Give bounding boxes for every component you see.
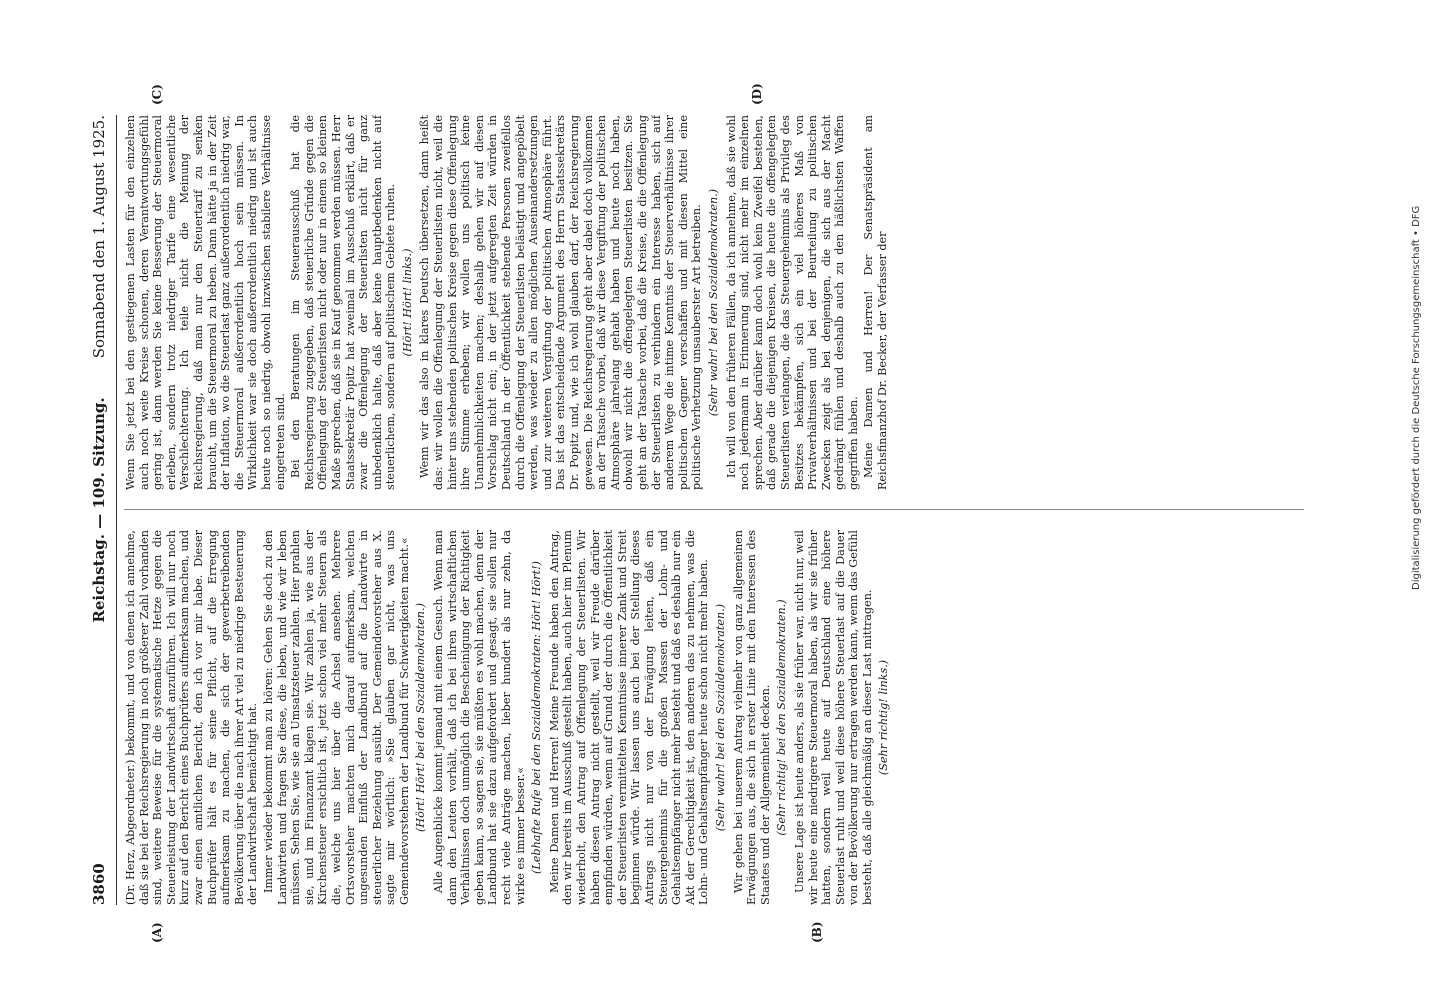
margin-mark-a: (A) [150, 922, 164, 943]
stamp-text: Digitalisierung gefördert durch die Deutsche Forschungsgemeinschaft • DFG [1411, 205, 1422, 590]
paragraph: Wenn Sie jetzt bei den gestiegenen Lasten für den einzelnen auch noch weite Kreise schonen, deren Verantwortungsgefühl gering ist, dann werden Sie keine Besserung der Steuermoral erleben, sondern trotz niedriger Tarife eine wesentliche Verschlechterung. Ich teile nicht die Meinung der Reichsregierung, daß man nur den Steuertarif zu senken braucht, um die Steuermoral zu heben. Dann hätte ja in der Zeit der Inflation, wo die Steuerlast ganz außerordentlich niedrig war, die Steuermoral außerordentlich hoch sein müssen. In Wirklichkeit war sie doch außerordentlich niedrig und ist auch heute noch so niedrig, obwohl inzwischen stabilere Verhältnisse eingetreten sind. [124, 115, 287, 490]
interjection: (Lebhafte Rufe bei den Sozialdemokraten: Hört! Hört!) [530, 561, 544, 874]
paragraph: Meine Damen und Herren! Der Senatspräsident am Reichsfinanzhof Dr. Becker, der Verfasser der [862, 115, 890, 490]
margin-mark-c: (C) [150, 84, 164, 105]
interjection: (Sehr richtig! bei den Sozialdemokraten.) [775, 599, 789, 836]
left-column [124, 530, 1304, 905]
interjection: (Sehr wahr! bei den Sozialdemokraten.) [706, 188, 720, 417]
page-number: 3860 [90, 863, 108, 905]
paragraph: Meine Damen und Herren! Meine Freunde haben den Antrag, den wir bereits im Ausschuß gestellt haben, auch hier im Plenum wiederholt, den Antrag auf Offenlegung der Steuerlisten. Wir haben diesen Antrag nicht gestellt, weil wir Freude darüber empfinden würden, wenn auf Grund der durch die Öffentlichkeit der Steuerlisten vermittelten Kenntnisse innerer Zank und Streit beginnen würde. Wir lassen uns auch bei der Stellung dieses Antrags nicht nur von der Erwägung leiten, daß ein Steuergeheimnis für die großen Massen der Lohn- und Gehaltsempfänger nicht mehr besteht und daß es deshalb nur ein Akt der Gerechtigkeit ist, den anderen das zu nehmen, was die Lohn- und Gehaltsempfänger heute schon nicht mehr haben. [547, 530, 711, 905]
paragraph: Bei den Beratungen im Steuerausschuß hat die Reichsregierung zugegeben, daß steuerliche Gründe gegen die Offenlegung der Steuerlisten nicht oder nur in einem so kleinen Maße sprechen, daß sie in Kauf genommen werden müssen. Herr Staatssekretär Popitz hat zweimal im Ausschuß erklärt, daß er zwar die Offenlegung der Steuerlisten nicht für ganz unbedenklich halte, daß aber keine hauptbedenken nicht auf steuerlichem, sondern auf politischem Gebiete ruhen. [289, 115, 398, 490]
newspaper-page [90, 83, 1330, 943]
interjection: (Sehr wahr! bei den Sozialdemokraten.) [713, 603, 727, 832]
interjection: (Hört! Hört! bei den Sozialdemokraten.) [414, 603, 428, 832]
paragraph: (Dr. Herz, Abgeordneter.) bekommt, und von denen ich annehme, daß sie bei der Reichsregierung in noch größerer Zahl vorhanden sind, weitere Beweise für die systematische Hetze gegen die Steuerleistung der Landwirtschaft anzuführen. Ich will nur noch kurz auf den Bericht eines Buchprüfers aufmerksam machen, und zwar einen amtlichen Bericht, den ich vor mir habe. Dieser Buchprüfer hält es für seine Pflicht, auf die Erregung aufmerksam zu machen, die sich der gewerbetreibenden Bevölkerung über die nach ihrer Art viel zu niedrige Besteuerung der Landwirtschaft bemächtigt hat. [124, 530, 260, 905]
paragraph: Immer wieder bekommt man zu hören: Gehen Sie doch zu den Landwirten und fragen Sie diese, die leben, und wie wir leben müssen. Sehen Sie, wie sie an Umsatzsteuer zahlen. Hier prahlen sie, und im Finanzamt klagen sie. Wir zahlen ja, wie aus der Kirchensteuer ersichtlich ist, jetzt schon viel mehr Steuern als die, welche uns hier über die Achsel ansehen. Mehrere Ortsvorsteher machten mich darauf aufmerksam, welchen ungesunden Einfluß der Landbund auf die Landwirte in steuerlicher Beziehung ausübt. Der Gemeindevorsteher aus X. sagte mir wörtlich: »Sie glauben gar nicht, was uns Gemeindevorstehern der Landbund für Schwierigkeiten macht.« [261, 530, 411, 905]
paragraph: Unsere Lage ist heute anders, als sie früher war, nicht nur, weil wir heute eine niedrigere Steuermoral haben, als wir sie früher hatten, sondern weil heute auf Deutschland eine höhere Steuerlast ruht und weil diese höhere Steuerlast auf die Dauer von der Bevölkerung nur ertragen werden kann, wenn das Gefühl besteht, daß alle gleichmäßig an dieser Last mittragen. [792, 530, 874, 905]
column-separator [124, 509, 1304, 510]
paragraph: Wir gehen bei unserem Antrag vielmehr von ganz allgemeinen Erwägungen aus, die sich in erster Linie mit den Interessen des Staates und der Allgemeinheit decken. [731, 530, 772, 905]
page-header [90, 115, 114, 905]
paragraph: Ich will von den früheren Fällen, da ich annehme, daß sie wohl noch jedermann in Erinnerung sind, nicht mehr im einzelnen sprechen. Aber darüber kann doch wohl kein Zweifel bestehen, daß gerade die diejenigen Kreisen, die heute die offengelegten Steuerlisten verlangen, die das Steuergeheimnis als Privileg des Besitzes bekämpfen, sich ein viel höheres Maß von Privatverhältnissen und bei der Beurteilung zu politischen Zwecken zeigt als bei denjenigen, die sich aus der Macht gedrängt fühlen und deshalb auch zu den häßlichsten Waffen gegriffen haben. [724, 115, 860, 490]
dfg-stamp [1411, 10, 1433, 590]
session-title: Reichstag. — 109. Sitzung. [90, 397, 108, 623]
interjection: (Sehr richtig! links.) [877, 659, 891, 776]
margin-mark-b: (B) [810, 921, 824, 943]
right-column [124, 115, 1304, 490]
margin-mark-d: (D) [750, 83, 764, 105]
interjection: (Hört! Hört! links.) [400, 248, 414, 357]
paragraph: Wenn wir das also in klares Deutsch übersetzen, dann heißt das: wir wollen die Offenlegung der Steuerlisten nicht, weil die hinter uns stehenden politischen Kreise gegen diese Offenlegung ihre Stimme erheben; wir wollen uns politisch keine Unannehmlichkeiten machen; deshalb gehen wir auf diesen Vorschlag nicht ein; in der jetzt aufgeregten Zeit würden in Deutschland in der Öffentlichkeit stehende Personen zweifellos durch die Offenlegung der Steuerlisten belästigt und angepöbelt werden, was wieder zu allen möglichen Auseinandersetzungen und zur weiteren Vergiftung der politischen Atmosphäre führt. Das ist das entscheidende Argument des Herrn Staatssekretärs Dr. Popitz und, wie ich wohl glauben darf, der Reichsregierung gewesen. Die Reichsregierung geht aber dabei doch vollkommen an der Tatsache vorbei, daß wir diese Vergiftung der politischen Atmosphäre jahrelang gehabt haben und heute noch haben, obwohl wir nicht die offengelegten Steuerlisten besitzen. Sie geht an der Tatsache vorbei, daß die Kreise, die die Offenlegung der Steuerlisten zu verhindern ein Interesse haben, sich auf anderem Wege die intime Kenntnis der Steuerverhältnisse ihrer politischen Gegner verschaffen und mit diesen Mittel eine politische Verhetzung unsauberster Art betreiben. [418, 115, 704, 490]
session-date: Sonnabend den 1. August 1925. [90, 115, 108, 359]
paragraph: Alle Augenblicke kommt jemand mit einem Gesuch. Wenn man dann den Leuten vorhält, daß ich bei ihren wirtschaftlichen Verhältnissen doch unmöglich die Bescheinigung der Richtigkeit geben kann, so sagen sie, sie müßten es wohl machen, denn der Landbund hat sie dazu aufgefordert und gesagt, sie sollen nur recht viele Anträge machen, lieber hundert als nur zehn, da wirke es immer besser.« [432, 530, 527, 905]
header-rule [116, 115, 117, 905]
